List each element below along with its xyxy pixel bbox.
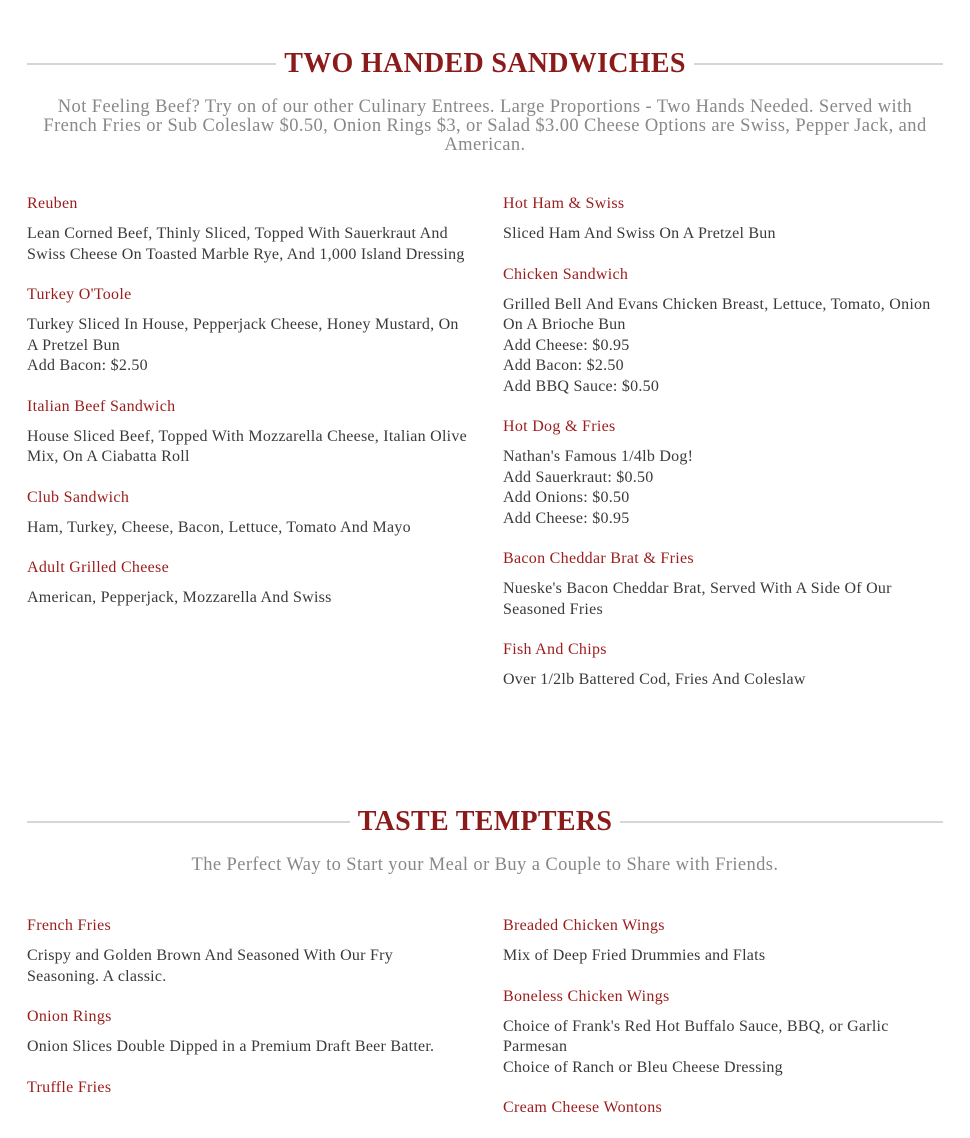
menu-item-line: Add BBQ Sauce: $0.50 bbox=[503, 377, 660, 395]
menu-item-name[interactable]: Truffle Fries bbox=[27, 1078, 112, 1096]
menu-item-name[interactable]: Chicken Sandwich bbox=[503, 265, 629, 283]
menu-item bbox=[503, 417, 943, 529]
menu-column-right bbox=[503, 916, 943, 1138]
menu-item-description bbox=[503, 579, 943, 620]
menu-item bbox=[503, 640, 943, 691]
menu-item-line: Grilled Bell And Evans Chicken Breast, Lettuce, Tomato, Onion On A Brioche Bun bbox=[503, 295, 931, 333]
menu-item-name[interactable]: Boneless Chicken Wings bbox=[503, 987, 670, 1005]
section-heading-row bbox=[27, 802, 943, 842]
menu-item-description bbox=[503, 1017, 943, 1079]
menu-item-name[interactable]: Bacon Cheddar Brat & Fries bbox=[503, 550, 694, 567]
menu-item bbox=[27, 558, 467, 609]
menu-item-name[interactable]: Club Sandwich bbox=[27, 488, 130, 506]
menu-item-name[interactable]: Hot Dog & Fries bbox=[503, 418, 616, 435]
menu-item-line: American, Pepperjack, Mozzarella And Swiss bbox=[27, 589, 332, 606]
heading-rule-right bbox=[620, 821, 943, 823]
menu-item-name[interactable]: Adult Grilled Cheese bbox=[27, 559, 169, 576]
menu-item-line: Over 1/2lb Battered Cod, Fries And Coleslaw bbox=[503, 671, 806, 688]
section-title: TASTE TEMPTERS bbox=[357, 806, 613, 837]
heading-rule-left bbox=[27, 63, 276, 65]
menu-item-description bbox=[503, 224, 943, 245]
menu-column-left bbox=[27, 194, 467, 629]
section-taste-tempters bbox=[27, 802, 943, 875]
menu-item-line: Add Onions: $0.50 bbox=[503, 489, 630, 506]
menu-item-name[interactable]: Turkey O'Toole bbox=[27, 286, 132, 303]
menu-item-description bbox=[27, 518, 467, 539]
heading-rule-left bbox=[27, 821, 350, 823]
menu-item-name[interactable]: Onion Rings bbox=[27, 1008, 112, 1025]
menu-item-description bbox=[503, 295, 943, 398]
menu-item-line: Onion Slices Double Dipped in a Premium Draft Beer Batter. bbox=[27, 1038, 435, 1055]
menu-item-description bbox=[503, 946, 943, 967]
menu-item-description bbox=[503, 447, 943, 529]
menu-item bbox=[27, 285, 467, 377]
heading-rule-right bbox=[694, 63, 943, 65]
menu-item-line: House Sliced Beef, Topped With Mozzarella Cheese, Italian Olive Mix, On A Ciabatta Roll bbox=[27, 427, 467, 465]
menu-item bbox=[503, 1098, 943, 1118]
menu-item-description bbox=[27, 946, 467, 987]
menu-item-line: Choice of Ranch or Bleu Cheese Dressing bbox=[503, 1058, 783, 1076]
menu-item-line: Choice of Frank's Red Hot Buffalo Sauce, BBQ, or Garlic Parmesan bbox=[503, 1017, 889, 1055]
menu-item-line: Turkey Sliced In House, Pepperjack Cheese, Honey Mustard, On A Pretzel Bun bbox=[27, 316, 459, 354]
menu-item-line: Add Sauerkraut: $0.50 bbox=[503, 468, 654, 486]
menu-item-description bbox=[503, 670, 943, 691]
menu-item-line: Add Cheese: $0.95 bbox=[503, 509, 630, 527]
menu-item-name[interactable]: Cream Cheese Wontons bbox=[503, 1099, 663, 1116]
menu-item-line: Sliced Ham And Swiss On A Pretzel Bun bbox=[503, 225, 776, 242]
menu-item-description bbox=[27, 588, 467, 609]
menu-item bbox=[503, 987, 943, 1079]
menu-item-line: Crispy and Golden Brown And Seasoned With Our Fry Seasoning. A classic. bbox=[27, 947, 393, 985]
menu-item-line: Nueske's Bacon Cheddar Brat, Served With A Side Of Our Seasoned Fries bbox=[503, 580, 892, 618]
menu-item-name[interactable]: Reuben bbox=[27, 195, 78, 212]
menu-item-name[interactable]: Hot Ham & Swiss bbox=[503, 195, 625, 212]
menu-column-right bbox=[503, 194, 943, 711]
menu-item bbox=[27, 194, 467, 265]
menu-item bbox=[27, 1007, 467, 1058]
menu-item bbox=[27, 488, 467, 539]
menu-item-line: Add Bacon: $2.50 bbox=[27, 357, 148, 374]
menu-item-line: Mix of Deep Fried Drummies and Flats bbox=[503, 947, 766, 964]
section-subtitle: Not Feeling Beef? Try on of our other Culinary Entrees. Large Proportions - Two Hands Needed. Served with French Fries or Sub Coleslaw $0.50, Onion Rings $3, or Salad $3.00 Cheese Options are Swiss, Pepper Jack, and American. bbox=[43, 97, 927, 155]
menu-item-name[interactable]: Breaded Chicken Wings bbox=[503, 917, 665, 934]
section-two-handed-sandwiches bbox=[27, 44, 943, 155]
menu-item bbox=[503, 194, 943, 245]
menu-item-line: Ham, Turkey, Cheese, Bacon, Lettuce, Tomato And Mayo bbox=[27, 518, 411, 536]
section-heading-row bbox=[27, 44, 943, 84]
menu-item-name[interactable]: French Fries bbox=[27, 917, 112, 934]
menu-item-description bbox=[27, 427, 467, 468]
menu-item bbox=[503, 265, 943, 398]
menu-item-name[interactable]: Italian Beef Sandwich bbox=[27, 397, 176, 415]
menu-item-name[interactable]: Fish And Chips bbox=[503, 641, 607, 658]
menu-item bbox=[27, 1078, 467, 1098]
section-title: TWO HANDED SANDWICHES bbox=[284, 48, 686, 79]
menu-item bbox=[27, 916, 467, 987]
menu-column-left bbox=[27, 916, 467, 1118]
section-subtitle: The Perfect Way to Start your Meal or Buy a Couple to Share with Friends. bbox=[191, 855, 779, 875]
menu-item-description bbox=[27, 224, 467, 265]
menu-item-line: Add Cheese: $0.95 bbox=[503, 336, 630, 354]
menu-item bbox=[503, 916, 943, 967]
menu-item bbox=[503, 549, 943, 620]
menu-item bbox=[27, 397, 467, 468]
menu-item-description bbox=[27, 1037, 467, 1058]
menu-item-line: Nathan's Famous 1/4lb Dog! bbox=[503, 448, 694, 465]
menu-item-description bbox=[27, 315, 467, 377]
menu-item-line: Add Bacon: $2.50 bbox=[503, 357, 624, 374]
menu-item-line: Lean Corned Beef, Thinly Sliced, Topped With Sauerkraut And Swiss Cheese On Toasted Marble Rye, And 1,000 Island Dressing bbox=[27, 225, 465, 263]
